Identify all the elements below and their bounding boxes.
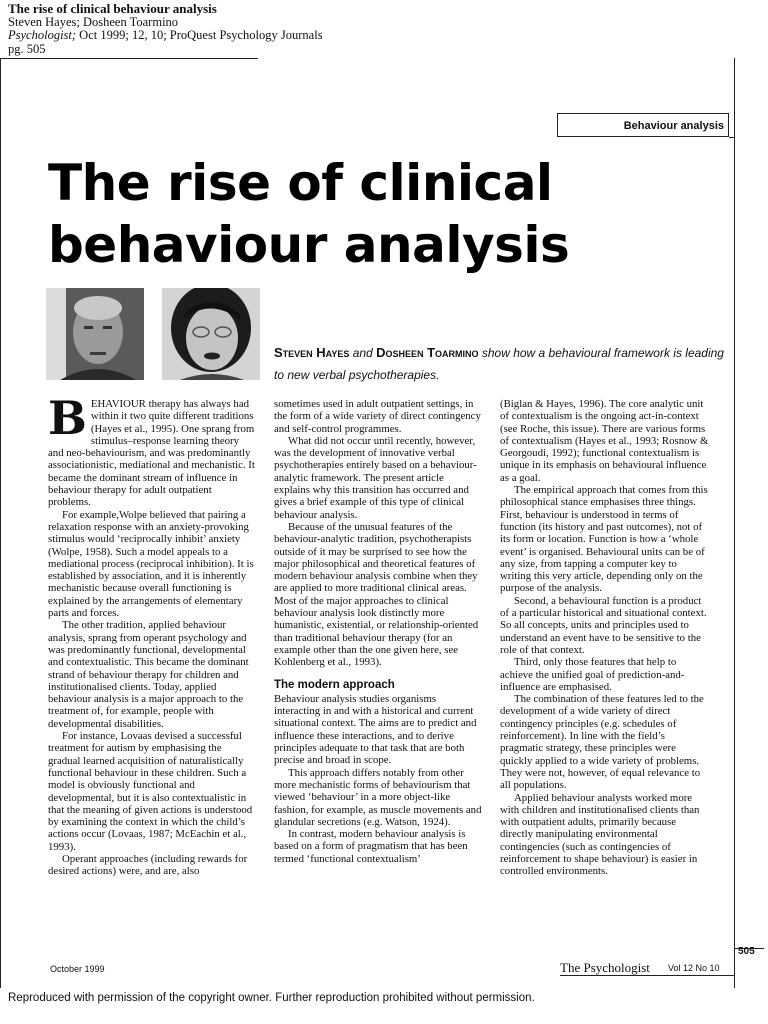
paragraph: The other tradition, applied behaviour analysis, sprang from operant psychology and was predominantly functional, developmental and contextualistic. This became the dominant strand of behaviour therapy for children and institutionalised clients. Today, applied behaviour analysis is a major approach to the treatment of, for example, people with developmental disabilities.: [48, 619, 249, 730]
author-photo-steven-hayes: [46, 288, 144, 380]
frame-left-rule: [0, 58, 1, 988]
author-1: Steven Hayes: [274, 345, 350, 360]
article-title: [48, 152, 728, 276]
author-2: Dosheen Toarmino: [376, 345, 479, 360]
paragraph: Second, a behavioural function is a product of a particular historical and situational context. So all concepts, units and principles used to understand an event have to be sensitive to the role of that context.: [500, 594, 707, 656]
frame-top-rule: [0, 58, 258, 59]
header-title: The rise of clinical behaviour analysis: [8, 1, 217, 16]
paragraph: The combination of these features led to the development of a wide variety of direct contingency principles (e.g. schedules of reinforcement). In line with the field’s pragmatic strategy, these principles were quickly applied to a wide variety of problems. They were not, however, of equal relevance to all populations.: [500, 693, 704, 792]
paragraph: This approach differs notably from other more mechanistic forms of behaviourism that viewed ‘behaviour’ in a more object-like fashion, for example, as muscle movements and glandular secretions (e.g. Watson, 1924).: [274, 766, 482, 828]
body-column-3: [500, 398, 710, 878]
paragraph: (Biglan & Hayes, 1996). The core analytic unit of contextualism is the ongoing act-in-context (see Roche, this issue). There are various forms of contextualism (Hayes et al., 1993; Rosnow & Georgoudi, 1992); functional contextualism is unique in its emphasis on behavioural influence as a goal.: [500, 398, 709, 484]
byline-and: and: [349, 346, 377, 360]
citation-header: [8, 2, 428, 56]
paragraph: For instance, Lovaas devised a successful treatment for autism by emphasising the gradual learned acquisition of naturalistically functional behaviour in these children. Such a model is obviously functional and developmental, but it is also contextualistic in that the meaning of given actions is understood by examining the context in which the child’s actions occur (Lovaas, 1987; McEachin et al., 1993).: [48, 730, 253, 853]
page-number: 505: [738, 946, 755, 957]
drop-cap: B: [48, 391, 87, 445]
paragraph: Applied behaviour analysts worked more with children and institutionalised clients than with outpatient adults, primarily because directly manipulating environmental contingencies (such as contingencies of reinforcement to shape behaviour) is easier in controlled environments.: [500, 791, 700, 878]
section-label-tick: [729, 137, 735, 138]
header-authors: Steven Hayes; Dosheen Toarmino: [8, 14, 179, 29]
frame-right-rule: [734, 58, 735, 988]
author-photo-dosheen-toarmino: [162, 288, 260, 380]
header-page: pg. 505: [8, 41, 46, 56]
article-byline: [274, 342, 724, 386]
paragraph: Behaviour analysis studies organisms interacting in and with a historical and current situational context. The aims are to predict and influence these interactions, and to derive principles adequate to that task that are both precise and broad in scope.: [274, 692, 477, 767]
body-column-2: [274, 398, 482, 865]
portrait-man-icon: [46, 288, 144, 380]
paragraph: What did not occur until recently, however, was the development of innovative verbal psychotherapies entirely based on a behaviour-analytic framework. The present article explains why this transition has occurred and gives a brief example of this type of clinical behaviour analysis.: [274, 434, 477, 521]
subheading-modern-approach: The modern approach: [274, 678, 395, 691]
paragraph: Because of the unusual features of the behaviour-analytic tradition, psychotherapists outside of it may be surprised to see how the major philosophical and theoretical features of modern behaviour analysis combine when they are applied to more traditional clinical areas. Most of the major approaches to clinical behaviour analysis look distinctly more humanistic, existential, or relationship-oriented than traditional behaviour therapy (for an example other than the one given here, see Kohlenberg et al., 1993).: [274, 520, 479, 669]
paragraph-text: EHAVIOUR therapy has always had within it two quite different traditions (Hayes et al., 1995). One sprang from stimulus–response learning theory and neo-behaviourism, and was predominantly associationistic, mediational and mechanistic. It became the dominant stream of influence in behaviour therapy for adult outpatient problems.: [48, 398, 255, 509]
article-title-line-2: behaviour analysis: [48, 216, 570, 274]
footer-date: October 1999: [50, 964, 105, 974]
header-citation: [8, 29, 428, 43]
header-journal: Psychologist;: [8, 28, 77, 42]
article-title-line-1: The rise of clinical: [48, 154, 553, 212]
body-column-1: [48, 391, 256, 878]
portrait-woman-icon: [162, 288, 260, 380]
reproduction-notice: Reproduced with permission of the copyright owner. Further reproduction prohibited without permission.: [8, 992, 535, 1004]
section-label: Behaviour analysis: [557, 113, 729, 137]
standfirst: show how a behavioural framework is leading to new verbal psychotherapies.: [274, 346, 724, 382]
paragraph: For example,Wolpe believed that pairing a relaxation response with an anxiety-provoking stimulus would ‘reciprocally inhibit’ anxiety (Wolpe, 1958). Such a model appeals to a mediational process (reciprocal inhibition). It is established by association, and it is inherently mechanistic because overall functioning is explained by the arrangements of elementary parts and forces.: [48, 508, 254, 620]
paragraph: [48, 391, 256, 509]
paragraph: In contrast, modern behaviour analysis is based on a form of pragmatism that has been termed ‘functional contextualism’: [274, 828, 468, 865]
paragraph: Third, only those features that help to achieve the unified goal of prediction-and-influence are emphasised.: [500, 656, 685, 693]
paragraph: sometimes used in adult outpatient settings, in the form of a wide variety of direct contingency and self-control programmes.: [274, 398, 481, 435]
footer-volume: Vol 12 No 10: [668, 963, 720, 973]
header-citation-details: Oct 1999; 12, 10; ProQuest Psychology Journals: [76, 28, 323, 42]
footer-rule: [560, 975, 735, 976]
paragraph: Operant approaches (including rewards for desired actions) were, and are, also: [48, 852, 248, 878]
paragraph: The empirical approach that comes from this philosophical stance emphasises three things. First, behaviour is understood in terms of function (its history and past outcomes), not of its form or location. Function is how a ‘whole event’ is organised. Behavioural units can be of any size, from tapping a computer key to writing this very article, depending only on the purpose of the analysis.: [500, 484, 708, 595]
footer-magazine: The Psychologist: [560, 960, 650, 975]
